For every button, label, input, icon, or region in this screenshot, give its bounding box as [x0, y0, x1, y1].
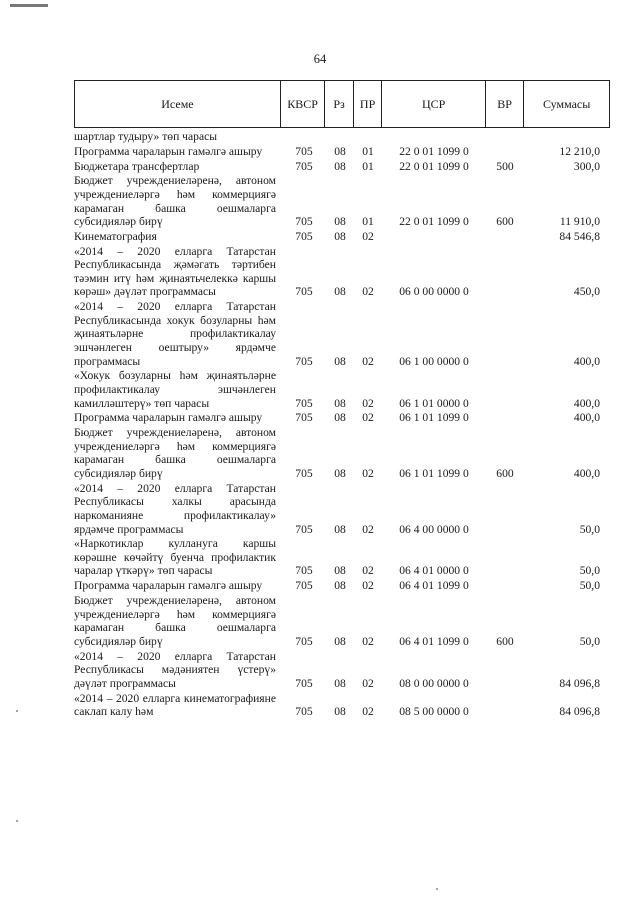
row-sum: 400,0 [573, 396, 600, 410]
table-row [74, 411, 610, 425]
table-body [74, 128, 610, 719]
table-header [74, 80, 610, 128]
row-csr: 06 4 01 1099 0 [399, 634, 469, 648]
row-sum: 400,0 [573, 354, 600, 368]
row-rz: 08 [334, 411, 346, 425]
row-sum [524, 130, 610, 144]
row-kvsr: 705 [295, 215, 313, 229]
page-number: 64 [313, 52, 327, 66]
row-sum: 400,0 [573, 411, 600, 425]
row-vr [486, 369, 524, 410]
row-vr [486, 692, 524, 719]
row-kvsr: 705 [295, 396, 313, 410]
row-vr [486, 411, 524, 425]
scan-speck [16, 820, 18, 822]
table-row [74, 650, 610, 691]
row-rz: 08 [334, 676, 346, 690]
row-rz: 08 [334, 705, 346, 719]
row-vr [486, 579, 524, 593]
table-row [74, 369, 610, 410]
row-kvsr: 705 [295, 159, 313, 173]
header-pr: ПР [353, 81, 382, 127]
row-sum: 50,0 [579, 579, 600, 593]
row-kvsr: 705 [295, 285, 313, 299]
row-rz: 08 [334, 564, 346, 578]
row-rz: 08 [334, 396, 346, 410]
table-row [74, 537, 610, 578]
row-kvsr: 705 [295, 144, 313, 158]
row-sum: 50,0 [579, 634, 600, 648]
row-rz: 08 [334, 579, 346, 593]
row-vr: 500 [496, 159, 514, 173]
table-row [74, 160, 610, 174]
row-sum: 84 546,8 [559, 229, 600, 243]
row-csr: 06 1 01 1099 0 [399, 466, 469, 480]
row-name: Программа чараларын гамәлгә ашыру [74, 411, 263, 425]
row-pr: 01 [362, 144, 374, 158]
row-pr: 02 [362, 466, 374, 480]
row-csr: 08 5 00 0000 0 [399, 705, 469, 719]
row-pr [354, 130, 382, 144]
scan-speck [16, 710, 18, 712]
row-csr: 08 0 00 0000 0 [399, 676, 469, 690]
row-name: шартлар тудыру» төп чарасы [74, 130, 218, 143]
row-vr [486, 537, 524, 578]
row-sum: 450,0 [573, 285, 600, 299]
header-csr: ЦСР [381, 81, 484, 127]
table-row [74, 426, 610, 480]
row-sum: 50,0 [579, 522, 600, 536]
row-csr: 06 4 01 0000 0 [399, 564, 469, 578]
header-rz: Рз [324, 81, 353, 127]
row-kvsr: 705 [295, 564, 313, 578]
table-row [74, 594, 610, 648]
row-vr: 600 [496, 634, 514, 648]
row-rz: 08 [334, 285, 346, 299]
row-vr [486, 245, 524, 299]
table-row [74, 130, 610, 144]
row-csr: 06 0 00 0000 0 [399, 285, 469, 299]
row-vr [486, 650, 524, 691]
row-vr [486, 145, 524, 159]
row-pr: 02 [362, 676, 374, 690]
row-sum: 400,0 [573, 466, 600, 480]
row-name: Бюджет учреждениеләренә, автоном учреждениеләргә һәм коммерциягә карамаган башка оешмаларга субсидияләр бирү [74, 594, 276, 648]
row-name: Бюджет учреждениеләренә, автоном учреждениеләргә һәм коммерциягә карамаган башка оешмаларга субсидияләр бирү [74, 426, 276, 480]
header-kvsr: КВСР [280, 81, 324, 127]
budget-table [74, 80, 610, 720]
row-rz: 08 [334, 144, 346, 158]
row-name: «Хокук бозуларны һәм җинаятьләрне профилактикалау эшчәнлеген камилләштерү» төп чарасы [74, 369, 276, 410]
row-kvsr: 705 [295, 579, 313, 593]
table-row [74, 300, 610, 368]
row-vr [486, 300, 524, 368]
row-name: «2014 – 2020 елларга кинематографияне саклап калу һәм [74, 691, 276, 719]
row-csr [382, 130, 486, 144]
row-name: Бюджет учреждениеләренә, автоном учреждениеләргә һәм коммерциягә карамаган башка оешмаларга субсидияләр бирү [74, 174, 276, 229]
row-rz: 08 [334, 466, 346, 480]
row-pr: 02 [362, 705, 374, 719]
row-csr: 06 1 01 0000 0 [399, 396, 469, 410]
row-name: «2014 – 2020 елларга Татарстан Республикасы мәдәниятен үстерү» дәүләт программасы [74, 649, 276, 690]
row-csr: 06 1 01 1099 0 [399, 411, 469, 425]
row-pr: 02 [362, 229, 374, 243]
row-rz: 08 [334, 354, 346, 368]
row-kvsr: 705 [295, 411, 313, 425]
row-pr: 02 [362, 285, 374, 299]
row-name: «Наркотиклар куллануга каршы көрәшне көчәйтү буенча профилактик чаралар үткәрү» төп чарасы [74, 537, 276, 578]
row-sum: 50,0 [579, 564, 600, 578]
row-csr: 22 0 01 1099 0 [399, 215, 469, 229]
row-vr: 600 [496, 466, 514, 480]
table-row [74, 174, 610, 228]
row-csr: 06 1 00 0000 0 [399, 354, 469, 368]
scan-artifact [10, 4, 48, 7]
row-csr: 06 4 01 1099 0 [399, 579, 469, 593]
row-kvsr: 705 [295, 705, 313, 719]
row-kvsr [282, 130, 326, 144]
table-row [74, 692, 610, 719]
row-rz: 08 [334, 634, 346, 648]
row-pr: 01 [362, 215, 374, 229]
row-rz: 08 [334, 229, 346, 243]
row-kvsr: 705 [295, 634, 313, 648]
row-sum: 300,0 [573, 159, 600, 173]
row-sum: 84 096,8 [559, 676, 600, 690]
row-csr: 22 0 01 1099 0 [399, 144, 469, 158]
row-rz: 08 [334, 215, 346, 229]
row-name: Кинематография [74, 229, 157, 243]
row-sum: 11 910,0 [559, 215, 600, 229]
row-kvsr: 705 [295, 522, 313, 536]
row-pr: 02 [362, 579, 374, 593]
row-rz [326, 130, 354, 144]
row-name: Программа чараларын гамәлгә ашыру [74, 579, 263, 593]
row-vr [486, 230, 524, 244]
row-pr: 02 [362, 522, 374, 536]
row-rz: 08 [334, 159, 346, 173]
row-kvsr: 705 [295, 676, 313, 690]
header-vr: ВР [485, 81, 523, 127]
header-name: Исеме [161, 96, 194, 111]
scan-speck [436, 888, 438, 890]
row-csr: 22 0 01 1099 0 [399, 159, 469, 173]
row-vr: 600 [496, 215, 514, 229]
row-pr: 02 [362, 564, 374, 578]
row-sum: 84 096,8 [559, 705, 600, 719]
row-pr: 02 [362, 411, 374, 425]
table-row [74, 230, 610, 244]
row-pr: 02 [362, 634, 374, 648]
row-rz: 08 [334, 522, 346, 536]
row-name: Программа чараларын гамәлгә ашыру [74, 144, 263, 158]
table-row [74, 145, 610, 159]
table-row [74, 579, 610, 593]
row-pr: 01 [362, 159, 374, 173]
row-pr: 02 [362, 396, 374, 410]
row-csr [382, 230, 486, 244]
row-name: «2014 – 2020 елларга Татарстан Республикасы халкы арасында наркоманияне профилактикалау» ярдәмче программасы [74, 481, 276, 536]
row-csr: 06 4 00 0000 0 [399, 522, 469, 536]
table-row [74, 482, 610, 536]
row-kvsr: 705 [295, 354, 313, 368]
table-row [74, 245, 610, 299]
row-pr: 02 [362, 354, 374, 368]
row-name: «2014 – 2020 елларга Татарстан Республикасында хокук бозуларны һәм җинаятьләрне профилактикалау эшчәнлеген оештыру» ярдәмче программасы [74, 300, 276, 368]
row-name: Бюджетара трансфертлар [74, 159, 200, 173]
row-sum: 12 210,0 [559, 144, 600, 158]
row-kvsr: 705 [295, 229, 313, 243]
row-vr [486, 130, 524, 144]
row-kvsr: 705 [295, 466, 313, 480]
header-sum: Суммасы [523, 81, 609, 127]
row-name: «2014 – 2020 елларга Татарстан Республикасында җәмәгать тәртибен тәэмин итү һәм җинаятьчелеккә каршы көрәш» дәүләт программасы [74, 244, 276, 299]
row-vr [486, 482, 524, 536]
